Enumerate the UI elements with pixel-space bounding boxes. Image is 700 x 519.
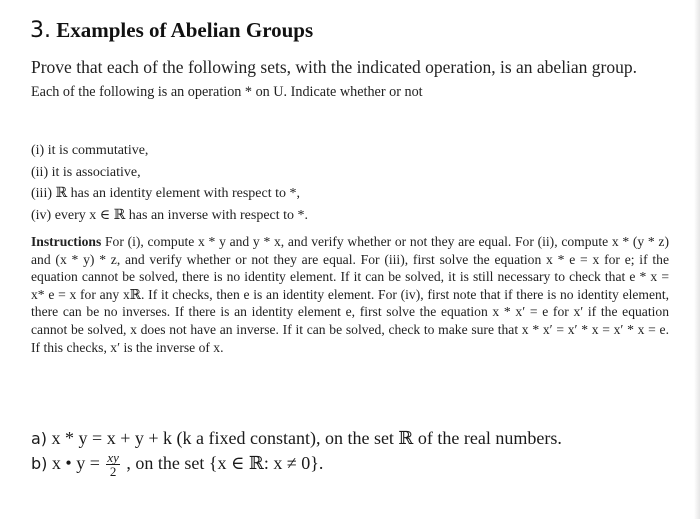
section-title-text: Examples of Abelian Groups	[56, 18, 314, 42]
property-identity: (iii) ℝ has an identity element with respect to *,	[31, 186, 301, 201]
problem-a	[31, 426, 562, 451]
problem-b-lhs: x • y =	[51, 453, 100, 473]
property-associative: (ii) it is associative,	[31, 164, 141, 180]
property-commutative: (i) it is commutative,	[31, 143, 149, 158]
page-edge-shadow	[694, 0, 700, 519]
problem-a-label: a)	[31, 429, 48, 448]
instructions-text: For (i), compute x * y and y * x, and verify whether or not they are equal. For (ii), compute x * (y * z) and (x * y) * z, and verify whether or not they are equal. For (iii), first solve the equation x * e = x for e; if the equation cannot be solved, there is no identity element. If it can be solved, it is still necessary to check that e * x = x* e = x for any xℝ. If it checks, then e is an identity element. For (iv), first note that if there is no identity element, there can be no inverses. If there is an identity element e, first solve the equation x * x′ = e for x′ if the equation cannot be solved, x does not have an inverse. If it can be solved, check to make sure that x * x′ = x′ * x = x′ * x = e. If this checks, x′ is the inverse of x.	[31, 234, 669, 355]
section-title	[30, 18, 313, 43]
problem-b-rest: , on the set {x ∈ ℝ: x ≠ 0}.	[126, 453, 324, 473]
instructions-paragraph	[31, 233, 669, 356]
property-inverse: (iv) every x ∈ ℝ has an inverse with respect to *.	[31, 207, 309, 223]
instructions-label: Instructions	[31, 234, 102, 249]
fraction-numerator: xy	[107, 450, 119, 466]
problem-list	[31, 426, 562, 478]
problem-b-fraction	[106, 451, 120, 478]
section-number: 3.	[30, 18, 51, 43]
property-list	[31, 140, 308, 226]
prove-statement: Prove that each of the following sets, with the indicated operation, is an abelian group.	[31, 57, 638, 77]
problem-b	[31, 451, 562, 478]
intro-sentence: Each of the following is an operation * on U. Indicate whether or not	[31, 84, 423, 100]
fraction-denominator: 2	[109, 464, 117, 480]
problem-b-label: b)	[31, 454, 48, 473]
problem-a-text: x * y = x + y + k (k a fixed constant), on the set ℝ of the real numbers.	[51, 428, 562, 448]
